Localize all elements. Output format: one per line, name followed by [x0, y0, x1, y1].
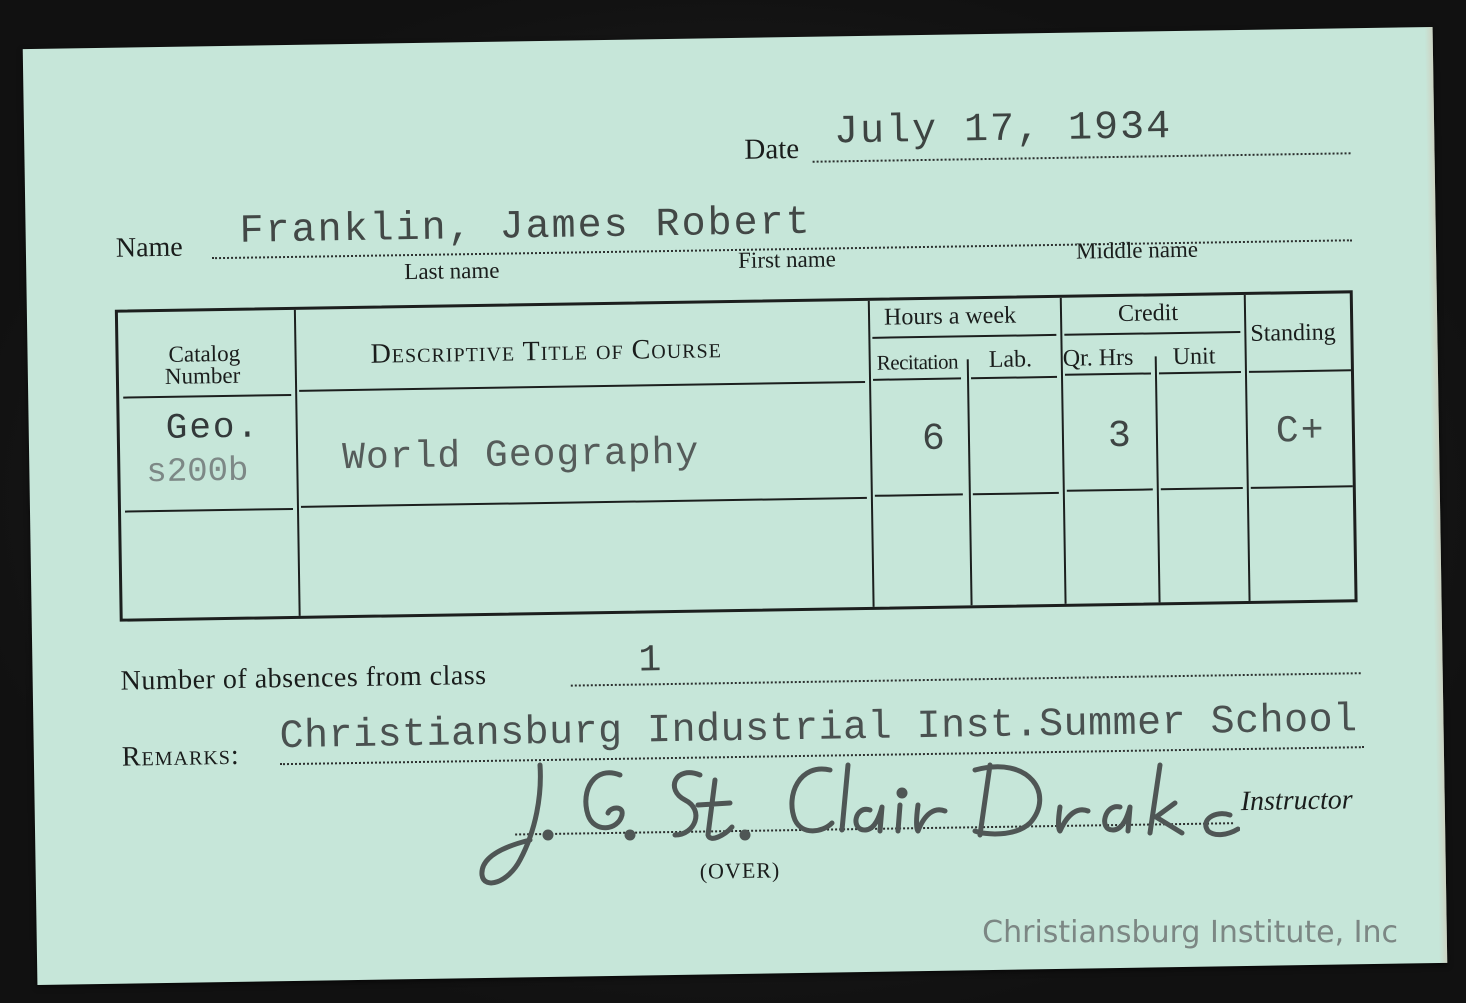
signature-stroke-J	[482, 765, 540, 883]
signature-dot	[545, 832, 551, 838]
signature-stroke-Clair	[792, 765, 945, 831]
header-bottom-line	[1065, 372, 1151, 375]
course-table	[115, 290, 1358, 621]
middle-name-caption: Middle name	[1075, 236, 1199, 264]
header-hours-a-week: Hours a week	[883, 302, 1017, 331]
date-label: Date	[744, 132, 800, 166]
header-unit: Unit	[1172, 343, 1216, 371]
header-recitation: Recitation	[876, 349, 959, 375]
instructor-label: Instructor	[1240, 784, 1353, 818]
header-catalog-line2: Number	[164, 362, 241, 389]
signature-dot	[627, 832, 633, 838]
absences-label: Number of absences from class	[120, 659, 487, 697]
col-divider	[1155, 356, 1161, 602]
col-divider	[967, 359, 973, 605]
header-course-title: Descriptive Title of Course	[370, 333, 723, 370]
header-divider	[872, 334, 1056, 339]
row-qr-hrs: 3	[1107, 414, 1134, 459]
row-divider	[973, 492, 1059, 495]
remarks-value: Christiansburg Industrial Inst.Summer School	[279, 698, 1358, 761]
header-bottom-line	[1159, 371, 1241, 374]
signature-dot	[899, 790, 905, 796]
absences-value: 1	[638, 639, 664, 683]
row-recitation: 6	[921, 417, 948, 462]
row-divider	[875, 493, 963, 496]
header-standing: Standing	[1250, 319, 1336, 347]
signature-stroke-Drake	[975, 765, 1238, 835]
instructor-signature	[470, 735, 1240, 895]
row-divider	[301, 497, 867, 508]
header-bottom-line	[299, 381, 865, 392]
row-divider	[1251, 485, 1353, 489]
remarks-label: Remarks:	[121, 739, 240, 773]
row-course-title: World Geography	[341, 431, 700, 481]
header-divider	[1064, 331, 1240, 336]
signature-stroke-G	[586, 773, 622, 828]
row-catalog-line2: s200b	[146, 452, 249, 493]
header-bottom-line	[1249, 369, 1351, 373]
absences-line	[571, 672, 1361, 686]
header-bottom-line	[873, 377, 961, 380]
col-divider	[868, 301, 875, 607]
header-bottom-line	[123, 394, 291, 399]
signature-stroke-St	[674, 773, 732, 839]
row-standing: C+	[1275, 409, 1326, 454]
col-divider	[294, 310, 301, 616]
name-label: Name	[115, 231, 183, 264]
row-divider	[1161, 487, 1243, 490]
row-divider	[1067, 488, 1153, 491]
header-bottom-line	[971, 376, 1057, 379]
over-label: (OVER)	[699, 857, 781, 884]
header-qr-hrs: Qr. Hrs	[1062, 344, 1134, 372]
signature-dot	[742, 832, 748, 838]
header-credit: Credit	[1117, 300, 1179, 327]
row-catalog-line1: Geo.	[165, 406, 261, 449]
date-value: July 17, 1934	[833, 105, 1173, 156]
header-catalog-line1: Catalog	[168, 340, 241, 367]
last-name-caption: Last name	[404, 257, 500, 285]
watermark: Christiansburg Institute, Inc	[982, 915, 1398, 950]
col-divider	[1060, 298, 1067, 604]
row-divider	[125, 508, 293, 513]
first-name-caption: First name	[737, 246, 837, 273]
header-lab: Lab.	[988, 346, 1033, 373]
name-value: Franklin, James Robert	[239, 200, 813, 255]
